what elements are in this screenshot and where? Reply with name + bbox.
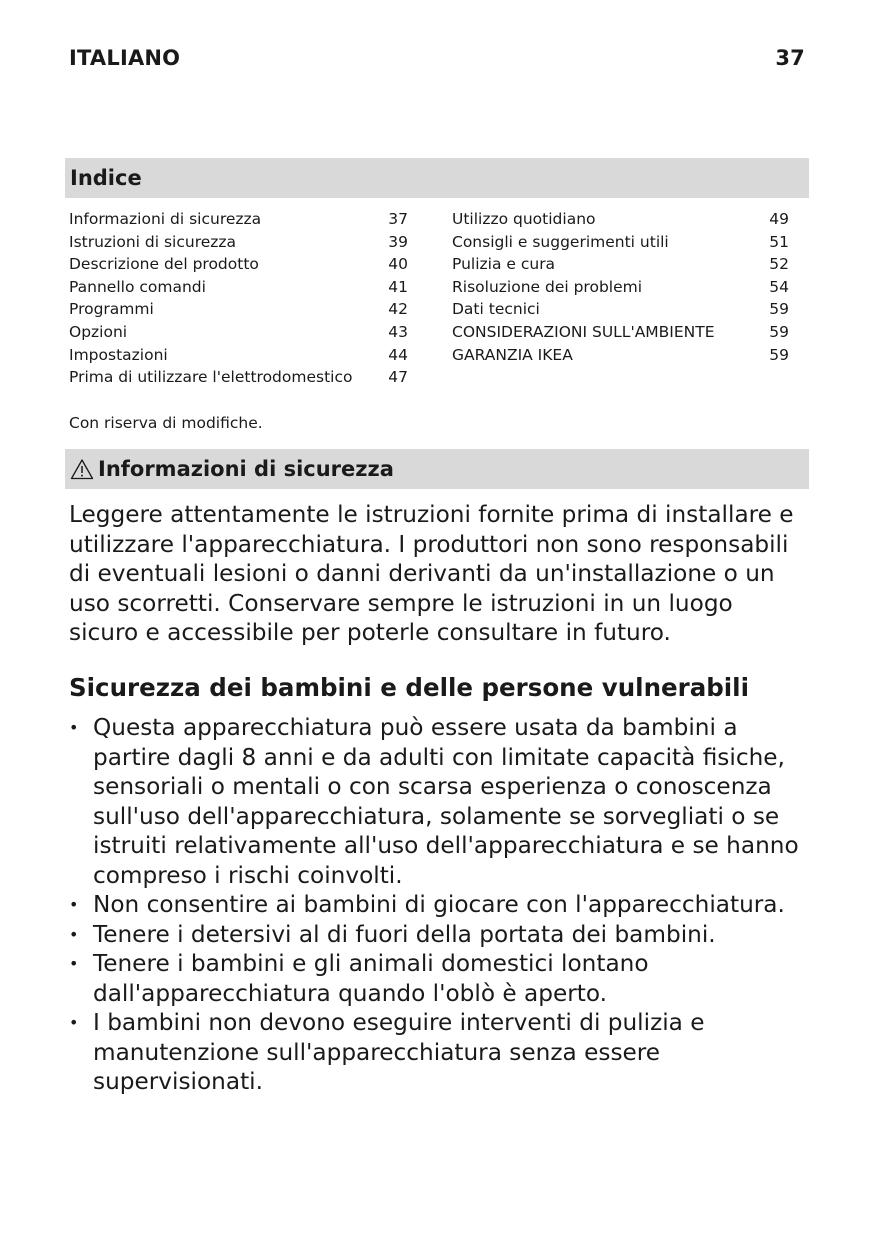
toc-entry[interactable]: Programmi 42 [69, 300, 408, 319]
toc-entry[interactable]: Istruzioni di sicurezza 39 [69, 232, 408, 251]
toc-entry[interactable]: Pulizia e cura 52 [452, 255, 789, 274]
list-item: • Non consentire ai bambini di giocare con l'apparecchiatura. [69, 891, 785, 918]
toc-right-column [452, 208, 789, 366]
page-header [69, 46, 805, 70]
toc-entry[interactable]: Utilizzo quotidiano 49 [452, 210, 789, 228]
bullet-marker: • [69, 954, 79, 973]
toc-entry[interactable]: Impostazioni 44 [69, 345, 408, 364]
toc-entry[interactable]: Prima di utilizzare l'elettrodomestico 47 [69, 368, 408, 387]
toc-entry[interactable]: Dati tecnici 59 [452, 300, 789, 319]
toc-entry[interactable]: CONSIDERAZIONI SULL'AMBIENTE 59 [452, 322, 789, 341]
change-notice: Con riserva di modifiche. [69, 414, 263, 432]
toc-entry[interactable]: Risoluzione dei problemi 54 [452, 277, 789, 296]
toc-entry[interactable]: Consigli e suggerimenti utili 51 [452, 232, 789, 251]
toc-entry[interactable]: Informazioni di sicurezza 37 [69, 210, 408, 228]
index-title: Indice [70, 166, 142, 190]
bullet-marker: • [69, 718, 79, 737]
safety-heading-bar [65, 449, 809, 489]
list-item: • Questa apparecchiatura può essere usata da bambini a partire dagli 8 anni e da adulti con limitate capacità fisiche, sensoriali o mentali o con scarsa esperienza o conoscenza sull'uso dell'apparecchiatura, solamente se sorvegliati o se istruiti relativamente all'uso dell'apparecchiatura e se hanno compreso i rischi coinvolti. [69, 714, 799, 889]
warning-triangle-icon [70, 458, 94, 480]
children-safety-heading: Sicurezza dei bambini e delle persone vulnerabili [69, 673, 749, 702]
toc-entry[interactable]: Pannello comandi 41 [69, 277, 408, 296]
list-item: • Tenere i detersivi al di fuori della portata dei bambini. [69, 920, 716, 948]
toc-entry[interactable]: Descrizione del prodotto 40 [69, 255, 408, 274]
index-heading-bar [65, 158, 809, 198]
bullet-marker: • [69, 1013, 79, 1032]
toc-left-column [69, 208, 408, 389]
page-number: 37 [775, 46, 805, 70]
toc-entry[interactable]: Opzioni 43 [69, 322, 408, 341]
safety-title: Informazioni di sicurezza [98, 457, 394, 481]
toc-entry[interactable]: GARANZIA IKEA 59 [452, 345, 789, 364]
list-item: • Tenere i bambini e gli animali domestici lontano dall'apparecchiatura quando l'oblò è aperto. [69, 950, 649, 1007]
bullet-marker: • [69, 895, 79, 914]
children-safety-list [69, 713, 809, 1097]
bullet-marker: • [69, 924, 79, 944]
section-label: ITALIANO [69, 46, 181, 70]
safety-intro-paragraph: Leggere attentamente le istruzioni fornite prima di installare e utilizzare l'apparecchiatura. I produttori non sono responsabili di eventuali lesioni o danni derivanti da un'installazione o un uso scorretti. Conservare sempre le istruzioni in un luogo sicuro e accessibile per poterle consultare in futuro. [69, 501, 794, 646]
list-item: • I bambini non devono eseguire interventi di pulizia e manutenzione sull'apparecchiatura senza essere supervisionati. [69, 1009, 705, 1095]
